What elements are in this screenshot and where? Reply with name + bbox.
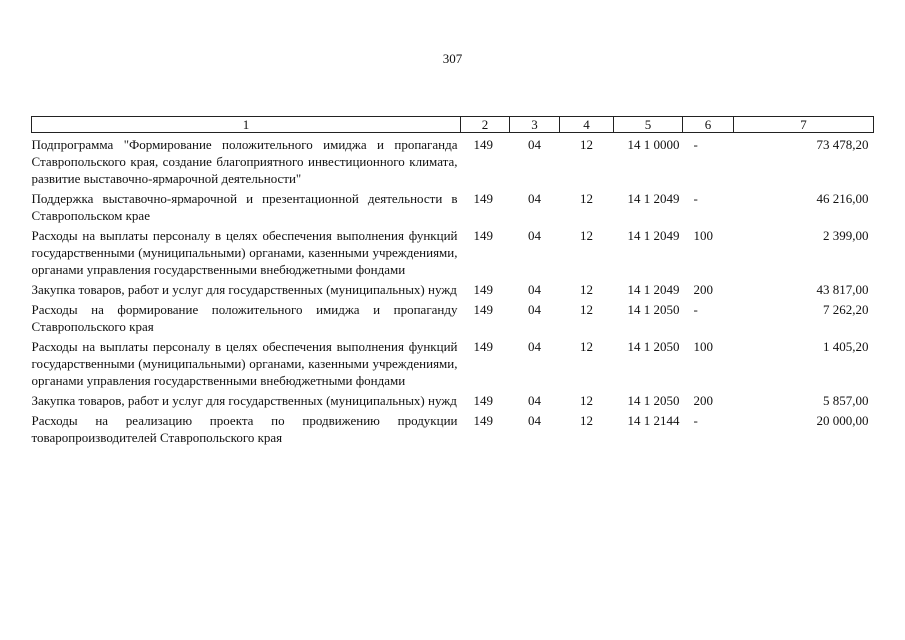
row-name: Закупка товаров, работ и услуг для государственных (муниципальных) нужд	[31, 282, 457, 297]
budget-table	[31, 116, 874, 449]
row-section-code: 04	[528, 393, 541, 408]
row-ministry-code: 149	[473, 413, 493, 428]
row-target-code: 14 1 2049	[627, 191, 680, 206]
row-amount: 20 000,00	[816, 413, 869, 428]
row-target-code: 14 1 2049	[627, 282, 680, 297]
table-row	[32, 412, 874, 449]
row-name: Расходы на выплаты персоналу в целях обеспечения выполнения функций государственными (муниципальными) органами, казенными учреждениями, органами управления государственными внебюджетными фондами	[31, 339, 458, 388]
row-expense-type: -	[693, 191, 698, 206]
table-row	[32, 301, 874, 338]
row-expense-type: -	[693, 137, 698, 152]
row-section-code: 04	[528, 137, 541, 152]
row-expense-type: 200	[693, 282, 713, 297]
row-subsection-code: 12	[580, 137, 593, 152]
row-name: Расходы на реализацию проекта по продвижению продукции товаропроизводителей Ставропольского края	[31, 413, 458, 445]
page-number: 307	[442, 51, 463, 66]
row-section-code: 04	[528, 413, 541, 428]
row-amount: 5 857,00	[823, 393, 869, 408]
row-amount: 46 216,00	[816, 191, 869, 206]
row-expense-type: 200	[693, 393, 713, 408]
row-subsection-code: 12	[580, 228, 593, 243]
row-subsection-code: 12	[580, 339, 593, 354]
row-target-code: 14 1 0000	[627, 137, 680, 152]
row-section-code: 04	[528, 282, 541, 297]
table-row	[32, 392, 874, 412]
row-section-code: 04	[528, 302, 541, 317]
row-target-code: 14 1 2049	[627, 228, 680, 243]
row-expense-type: -	[693, 302, 698, 317]
column-header-4: 4	[560, 117, 614, 133]
row-amount: 2 399,00	[823, 228, 869, 243]
row-expense-type: 100	[693, 339, 713, 354]
row-ministry-code: 149	[473, 393, 493, 408]
row-amount: 7 262,20	[823, 302, 869, 317]
table-row	[32, 338, 874, 392]
row-target-code: 14 1 2050	[627, 302, 680, 317]
row-subsection-code: 12	[580, 302, 593, 317]
row-section-code: 04	[528, 339, 541, 354]
table-header-row	[32, 117, 874, 133]
row-ministry-code: 149	[473, 339, 493, 354]
row-name: Подпрограмма "Формирование положительного имиджа и пропаганда Ставропольского края, создание благоприятного инвестиционного климата, развитие выставочно-ярмарочной деятельности"	[31, 137, 458, 186]
row-amount: 1 405,20	[823, 339, 869, 354]
row-amount: 73 478,20	[816, 137, 869, 152]
row-subsection-code: 12	[580, 282, 593, 297]
row-ministry-code: 149	[473, 137, 493, 152]
row-target-code: 14 1 2050	[627, 393, 680, 408]
table-row	[32, 133, 874, 191]
row-target-code: 14 1 2050	[627, 339, 680, 354]
row-expense-type: 100	[693, 228, 713, 243]
row-section-code: 04	[528, 228, 541, 243]
row-amount: 43 817,00	[816, 282, 869, 297]
column-header-3: 3	[510, 117, 560, 133]
row-ministry-code: 149	[473, 282, 493, 297]
row-name: Расходы на формирование положительного имиджа и пропаганду Ставропольского края	[31, 302, 458, 334]
row-ministry-code: 149	[473, 191, 493, 206]
table-row	[32, 227, 874, 281]
table-row	[32, 190, 874, 227]
row-subsection-code: 12	[580, 393, 593, 408]
column-header-6: 6	[683, 117, 734, 133]
column-header-7: 7	[734, 117, 874, 133]
column-header-5: 5	[614, 117, 683, 133]
row-ministry-code: 149	[473, 302, 493, 317]
row-name: Поддержка выставочно-ярмарочной и презентационной деятельности в Ставропольском крае	[31, 191, 458, 223]
table-row	[32, 281, 874, 301]
column-header-2: 2	[461, 117, 510, 133]
row-subsection-code: 12	[580, 191, 593, 206]
row-name: Закупка товаров, работ и услуг для государственных (муниципальных) нужд	[31, 393, 457, 408]
column-header-1: 1	[32, 117, 461, 133]
row-ministry-code: 149	[473, 228, 493, 243]
row-name: Расходы на выплаты персоналу в целях обеспечения выполнения функций государственными (муниципальными) органами, казенными учреждениями, органами управления государственными внебюджетными фондами	[31, 228, 458, 277]
row-subsection-code: 12	[580, 413, 593, 428]
row-section-code: 04	[528, 191, 541, 206]
row-target-code: 14 1 2144	[627, 413, 680, 428]
row-expense-type: -	[693, 413, 698, 428]
